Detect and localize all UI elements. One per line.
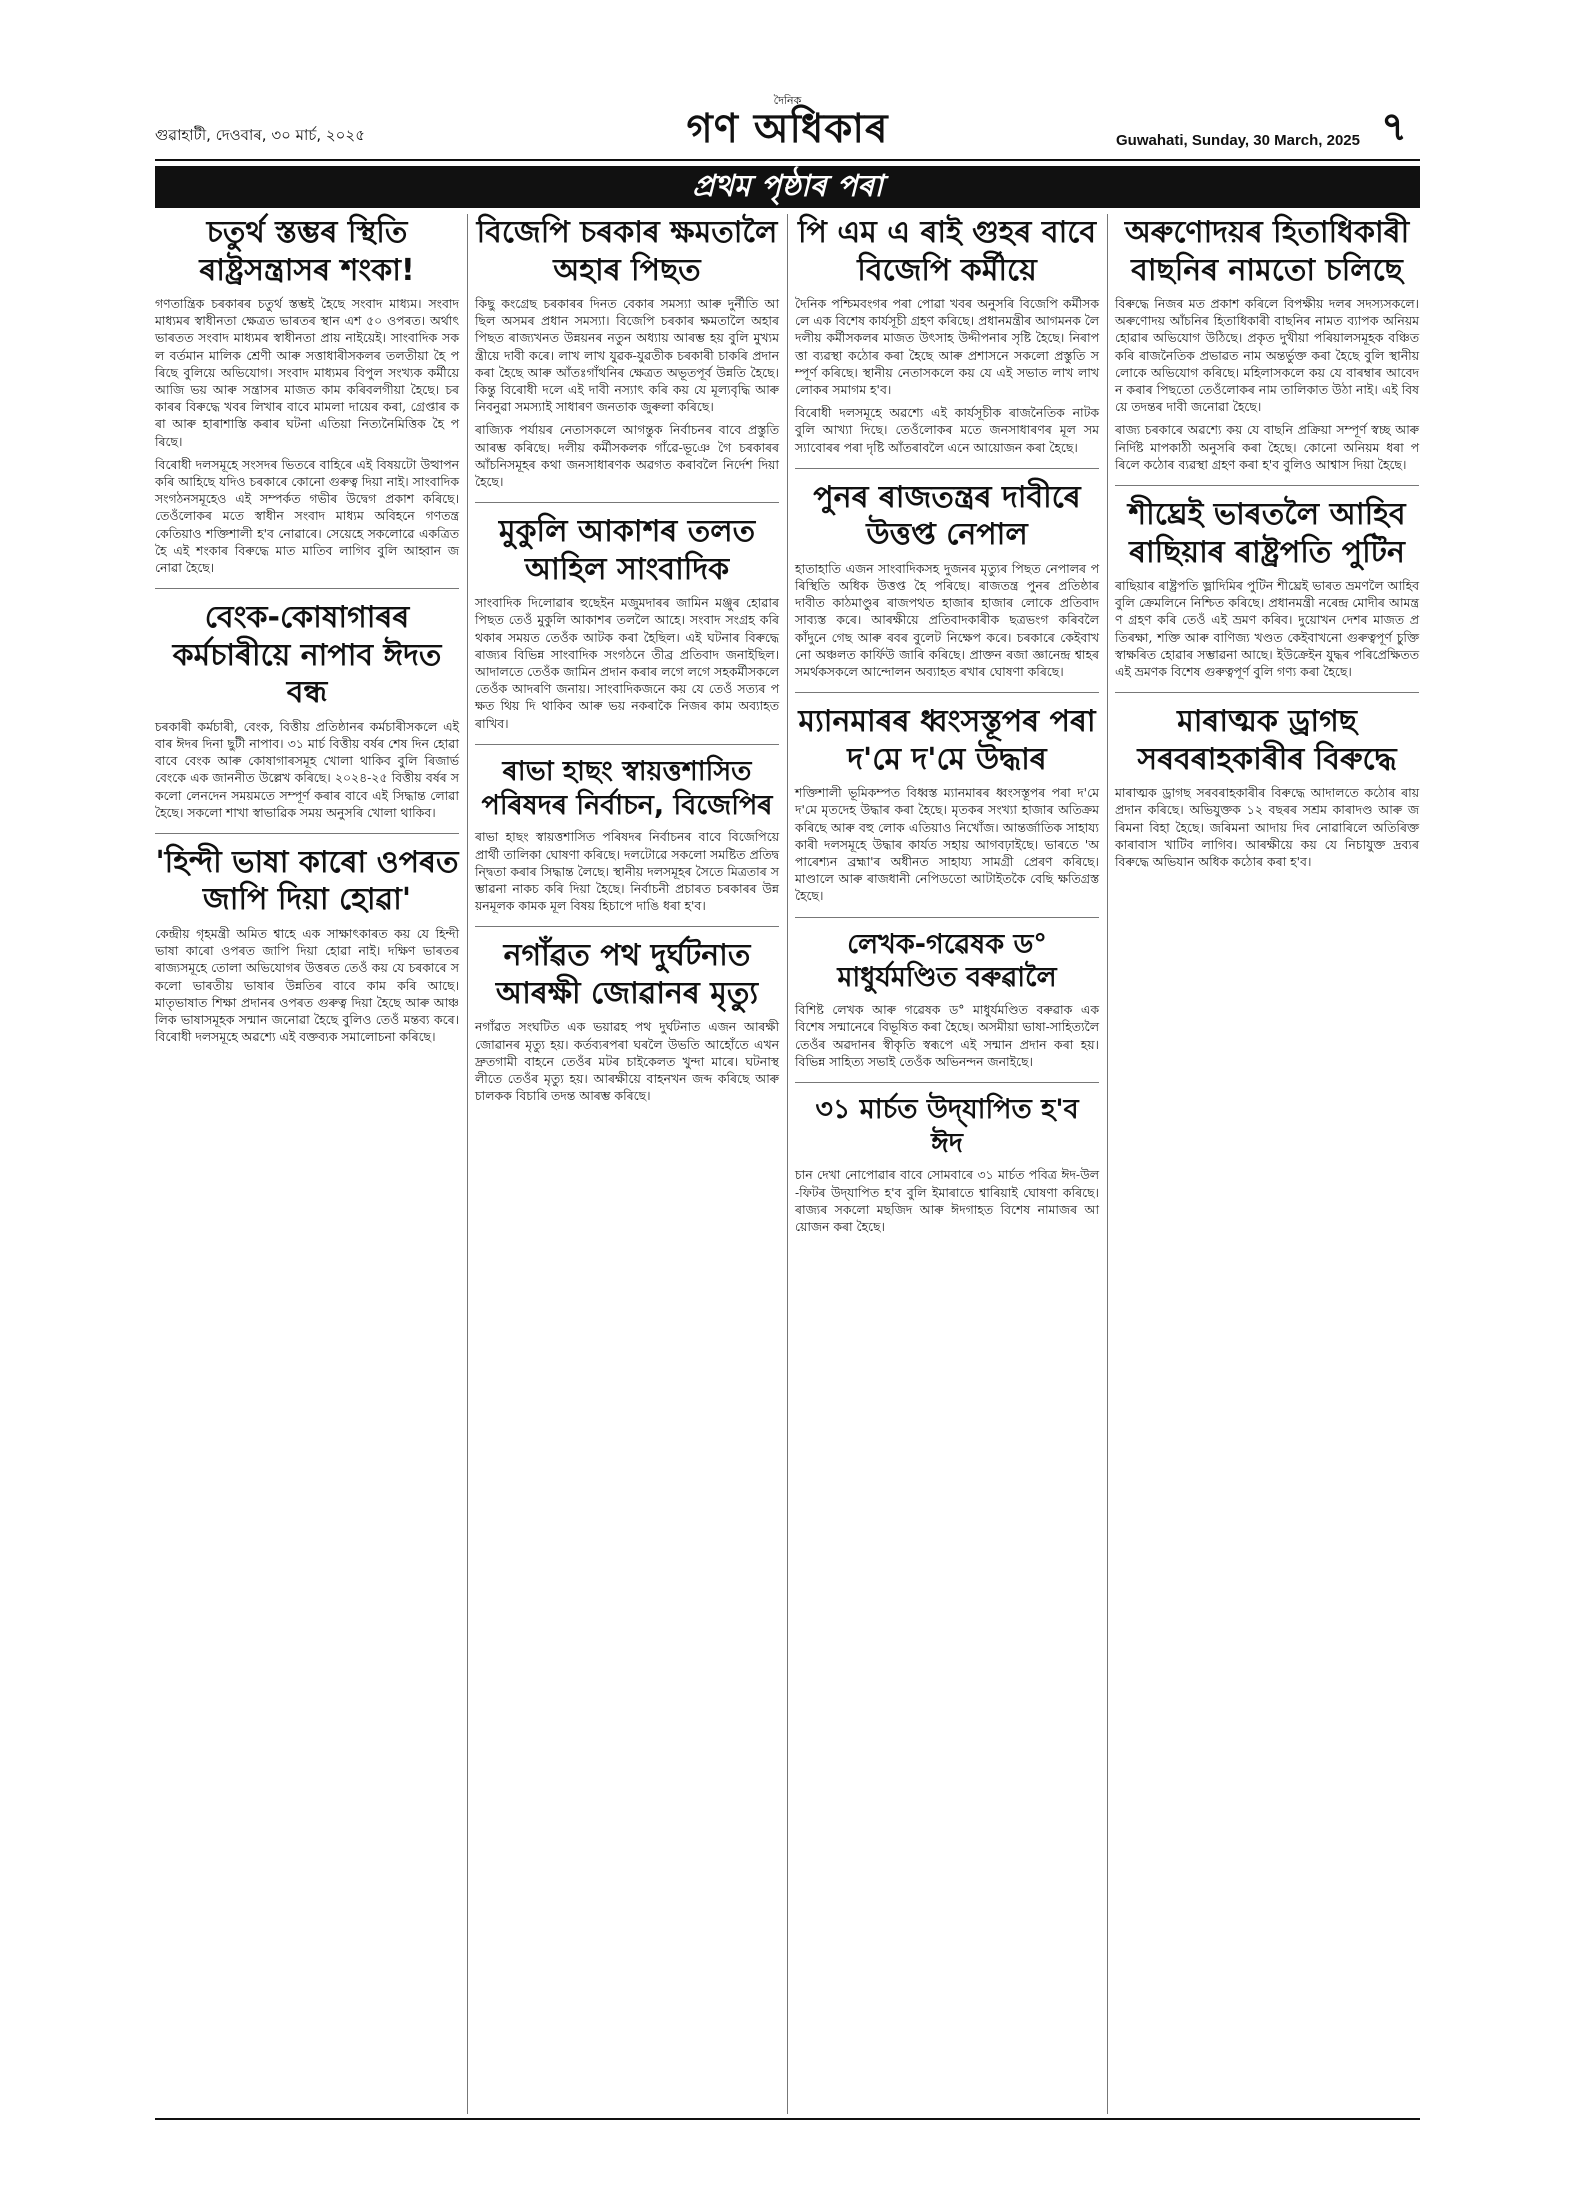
article-body: চৰকাৰী কৰ্মচাৰী, বেংক, বিত্তীয় প্ৰতিষ্ঠানৰ কৰ্মচাৰীসকলে এইবাৰ ঈদৰ দিনা ছুটী নাপাব। ৩১ মাৰ্চ বিত্তীয় বৰ্ষৰ শেষ দিন হোৱা বাবে বেংক আৰু কোষাগাৰসমূহ খোলা থাকিব বুলি ৰিজাৰ্ভ বেংকে এক জাননীত উল্লেখ কৰিছে। ২০২৪-২৫ বিত্তীয় বৰ্ষৰ সকলো লেনদেন সময়মতে সম্পূৰ্ণ কৰাৰ বাবে এই সিদ্ধান্ত লোৱা হৈছে। সকলো শাখা স্বাভাৱিক সময় অনুসৰি খোলা থাকিব। [155, 718, 459, 820]
article-body: বিশিষ্ট লেখক আৰু গৱেষক ড° মাধুৰ্যমণ্ডিত বৰুৱাক এক বিশেষ সন্মানেৰে বিভূষিত কৰা হৈছে। অসমীয়া ভাষা-সাহিত্যলৈ তেওঁৰ অৱদানৰ স্বীকৃতি স্বৰূপে এই সন্মান প্ৰদান কৰা হয়। বিভিন্ন সাহিত্য সভাই তেওঁক অভিনন্দন জনাইছে। [795, 1002, 1099, 1069]
article-divider [1115, 485, 1419, 486]
article-body: হাতাহাতি এজন সাংবাদিকসহ দুজনৰ মৃত্যুৰ পিছত নেপালৰ পৰিস্থিতি অধিক উত্তপ্ত হৈ পৰিছে। ৰাজতন্ত্ৰ পুনৰ প্ৰতিষ্ঠাৰ দাবীত কাঠমাণ্ডুৰ ৰাজপথত হাজাৰ হাজাৰ লোকে প্ৰতিবাদ সাব্যস্ত কৰে। আৰক্ষীয়ে প্ৰতিবাদকাৰীক ছত্ৰভংগ কৰিবলৈ কাঁদুনে গেছ আৰু ৰবৰ বুলেট নিক্ষেপ কৰে। চৰকাৰে কেইবাখনো অঞ্চলত কাৰ্ফিউ জাৰি কৰিছে। প্ৰাক্তন ৰজা জ্ঞানেন্দ্ৰ শ্বাহৰ সমৰ্থকসকলে আন্দোলন অব্যাহত ৰখাৰ ঘোষণা কৰিছে। [795, 560, 1099, 680]
article-headline: পুনৰ ৰাজতন্ত্ৰৰ দাবীৰে উত্তপ্ত নেপাল [813, 479, 1081, 553]
column-divider [1107, 214, 1108, 2114]
logo-tagline: দৈনিক [773, 94, 802, 107]
masthead-date-english: Guwahati, Sunday, 30 March, 2025 [1116, 132, 1360, 149]
article-body: কেন্দ্ৰীয় গৃহমন্ত্ৰী অমিত শ্বাহে এক সাক্ষাৎকাৰত কয় যে হিন্দী ভাষা কাৰো ওপৰত জাপি দিয়া হোৱা নাই। দক্ষিণ ভাৰতৰ ৰাজ্যসমূহে তোলা অভিযোগৰ উত্তৰত তেওঁ কয় যে চৰকাৰে সকলো ভাৰতীয় ভাষাৰ উন্নতিৰ বাবে কাম কৰি আছে। মাতৃভাষাত শিক্ষা প্ৰদানৰ ওপৰত গুৰুত্ব দিয়া হৈছে আৰু আঞ্চলিক ভাষাসমূহক সন্মান জনোৱা হৈছে বুলিও তেওঁ মন্তব্য কৰে। বিৰোধী দলসমূহে অৱশ্যে এই বক্তব্যক সমালোচনা কৰিছে। [155, 925, 459, 1045]
column-2 [475, 214, 779, 1104]
article-headline: বিজেপি চৰকাৰ ক্ষমতালৈ অহাৰ পিছত [476, 215, 778, 288]
column-1 [155, 214, 459, 1045]
page-number: ৭ [1380, 104, 1407, 150]
article-headline: ৰাভা হাছং স্বায়ত্তশাসিত পৰিষদৰ নিৰ্বাচন, বিজেপিৰ [481, 755, 773, 821]
masthead-rule [155, 159, 1420, 161]
article-body: শক্তিশালী ভূমিকম্পত বিধ্বস্ত ম্যানমাৰৰ ধ্বংসস্তূপৰ পৰা দ'মে দ'মে মৃতদেহ উদ্ধাৰ কৰা হৈছে। মৃতকৰ সংখ্যা হাজাৰ অতিক্ৰম কৰিছে আৰু বহু লোক এতিয়াও নিখোঁজ। আন্তৰ্জাতিক সাহায্যকাৰী দলসমূহে উদ্ধাৰ কাৰ্যত সহায় আগবঢ়াইছে। ভাৰতে 'অপাৰেশ্যন ব্ৰহ্মা'ৰ অধীনত সাহায্য সামগ্ৰী প্ৰেৰণ কৰিছে। মাণ্ডালে আৰু ৰাজধানী নেপিডতো আটাইতকৈ বেছি ক্ষতিগ্ৰস্ত হৈছে। [795, 785, 1099, 904]
article-headline: চতুৰ্থ স্তম্ভৰ স্থিতি ৰাষ্ট্ৰসন্ত্ৰাসৰ শংকা! [199, 215, 415, 288]
article-body: মাৰাত্মক ড্ৰাগছ সৰবৰাহকাৰীৰ বিৰুদ্ধে আদালতে কঠোৰ ৰায় প্ৰদান কৰিছে। অভিযুক্তক ১২ বছৰৰ সশ্ৰম কাৰাদণ্ড আৰু জৰিমনা বিহা হৈছে। জৰিমনা আদায় দিব নোৱাৰিলে অতিৰিক্ত কাৰাবাস খাটিব লাগিব। আৰক্ষীয়ে কয় যে নিচাযুক্ত দ্ৰব্যৰ বিৰুদ্ধে অভিযান অধিক কঠোৰ কৰা হ'ব। [1115, 785, 1419, 870]
article-body: সাংবাদিক দিলোৱাৰ হুছেইন মজুমদাৰৰ জামিন মঞ্জুৰ হোৱাৰ পিছত তেওঁ মুকুলি আকাশৰ তললৈ আহে। সংবাদ সংগ্ৰহ কৰি থকাৰ সময়ত তেওঁক আটক কৰা হৈছিল। এই ঘটনাৰ বিৰুদ্ধে ৰাজ্যৰ বিভিন্ন সাংবাদিক সংগঠনে তীব্ৰ প্ৰতিবাদ জনাইছিল। আদালতে তেওঁক জামিন প্ৰদান কৰাৰ লগে লগে সহকৰ্মীসকলে তেওঁক আদৰণি জনায়। সাংবাদিকজনে কয় যে তেওঁ সত্যৰ পক্ষত থিয় দি থাকিব আৰু ভয় নকৰাকৈ নিজৰ কাম অব্যাহত ৰাখিব। [475, 595, 779, 731]
article-divider [475, 502, 779, 503]
article-divider [795, 468, 1099, 469]
section-band [155, 166, 1420, 208]
article-body: বিৰোধী দলসমূহে অৱশ্যে এই কাৰ্যসূচীক ৰাজনৈতিক নাটক বুলি আখ্যা দিছে। তেওঁলোকৰ মতে জনসাধাৰণৰ মূল সমস্যাবোৰৰ পৰা দৃষ্টি আঁতৰাবলৈ এনে আয়োজন কৰা হৈছে। [795, 405, 1099, 455]
article-divider [475, 926, 779, 927]
article-headline: বেংক-কোষাগাৰৰ কৰ্মচাৰীয়ে নাপাব ঈদত বন্ধ [172, 600, 442, 711]
section-title: প্ৰথম পৃষ্ঠাৰ পৰা [692, 169, 883, 204]
masthead [155, 95, 1420, 157]
article-headline: ম্যানমাৰৰ ধ্বংসস্তূপৰ পৰা দ'মে দ'মে উদ্ধাৰ [798, 704, 1096, 777]
article-divider [795, 692, 1099, 693]
article-body: ৰাজ্যিক পৰ্যায়ৰ নেতাসকলে আগন্তুক নিৰ্বাচনৰ বাবে প্ৰস্তুতি আৰম্ভ কৰিছে। দলীয় কৰ্মীসকলক গাঁৱে-ভূঞে গৈ চৰকাৰৰ আঁচনিসমূহৰ কথা জনসাধাৰণক অৱগত কৰাবলৈ নিৰ্দেশ দিয়া হৈছে। [475, 422, 779, 490]
article-body: দৈনিক পশ্চিমবংগৰ পৰা পোৱা খবৰ অনুসৰি বিজেপি কৰ্মীসকলে এক বিশেষ কাৰ্যসূচী গ্ৰহণ কৰিছে। প্ৰধানমন্ত্ৰীৰ আগমনক লৈ দলীয় কৰ্মীসকলৰ মাজত উৎসাহ উদ্দীপনাৰ সৃষ্টি হৈছে। নিৰাপত্তা ব্যৱস্থা কঠোৰ কৰা হৈছে আৰু প্ৰশাসনে সকলো প্ৰস্তুতি সম্পূৰ্ণ কৰিছে। স্থানীয় নেতাসকলে কয় যে এই সভাত লাখ লাখ লোকৰ সমাগম হ'ব। [795, 296, 1099, 398]
article-headline: 'হিন্দী ভাষা কাৰো ওপৰত জাপি দিয়া হোৱা' [155, 844, 459, 918]
article-body: ৰাভা হাছং স্বায়ত্তশাসিত পৰিষদৰ নিৰ্বাচনৰ বাবে বিজেপিয়ে প্ৰাৰ্থী তালিকা ঘোষণা কৰিছে। দলটোৱে সকলো সমষ্টিত প্ৰতিদ্বন্দ্বিতা কৰাৰ সিদ্ধান্ত লৈছে। স্থানীয় দলসমূহৰ সৈতে মিত্ৰতাৰ সম্ভাৱনা নাকচ কৰি দিয়া হৈছে। নিৰ্বাচনী প্ৰচাৰত চৰকাৰৰ উন্নয়নমূলক কামক মূল বিষয় হিচাপে দাঙি ধৰা হ'ব। [475, 829, 779, 914]
article-body: নগাঁৱত সংঘটিত এক ভয়াৱহ পথ দুৰ্ঘটনাত এজন আৰক্ষী জোৱানৰ মৃত্যু হয়। কৰ্তব্যৰপৰা ঘৰলৈ উভতি আহোঁতে এখন দ্ৰুতগামী বাহনে তেওঁৰ মটৰ চাইকেলত খুন্দা মাৰে। ঘটনাস্থলীতে তেওঁৰ মৃত্যু হয়। আৰক্ষীয়ে বাহনখন জব্দ কৰিছে আৰু চালকক বিচাৰি তদন্ত আৰম্ভ কৰিছে। [475, 1019, 779, 1104]
article-body: চান দেখা নোপোৱাৰ বাবে সোমবাৰে ৩১ মাৰ্চত পবিত্ৰ ঈদ-উল-ফিটৰ উদ্‌যাপিত হ'ব বুলি ইমাৰাতে শ্বাৰিয়াই ঘোষণা কৰিছে। ৰাজ্যৰ সকলো মছজিদ আৰু ঈদগাহত বিশেষ নামাজৰ আয়োজন কৰা হৈছে। [795, 1167, 1099, 1235]
column-4 [1115, 214, 1419, 870]
article-body: কিছু কংগ্ৰেছ চৰকাৰৰ দিনত বেকাৰ সমস্যা আৰু দুৰ্নীতি আছিল অসমৰ প্ৰধান সমস্যা। বিজেপি চৰকাৰ ক্ষমতালৈ অহাৰ পিছত ৰাজ্যখনত উন্নয়নৰ নতুন অধ্যায় আৰম্ভ হয় বুলি মুখ্যমন্ত্ৰীয়ে দাবী কৰে। লাখ লাখ যুৱক-যুৱতীক চৰকাৰী চাকৰি প্ৰদান কৰা হৈছে আৰু আঁতঃগাঁথনিৰ ক্ষেত্ৰত অভূতপূৰ্ব উন্নতি হৈছে। কিন্তু বিৰোধী দলে এই দাবী নস্যাৎ কৰি কয় যে মূল্যবৃদ্ধি আৰু নিবনুৱা সমস্যাই সাধাৰণ জনতাক জুৰুলা কৰিছে। [475, 296, 779, 415]
article-divider [795, 917, 1099, 918]
article-body: ৰাজ্য চৰকাৰে অৱশ্যে কয় যে বাছনি প্ৰক্ৰিয়া সম্পূৰ্ণ স্বচ্ছ আৰু নিৰ্দিষ্ট মাপকাঠী অনুসৰি কৰা হৈছে। কোনো অনিয়ম ধৰা পৰিলে কঠোৰ ব্যৱস্থা গ্ৰহণ কৰা হ'ব বুলিও আশ্বাস দিয়া হৈছে। [1115, 422, 1419, 472]
article-body: গণতান্ত্ৰিক চৰকাৰৰ চতুৰ্থ স্তম্ভই হৈছে সংবাদ মাধ্যম। সংবাদ মাধ্যমৰ স্বাধীনতা ক্ষেত্ৰত ভাৰতৰ স্থান এশ ৫০ ওপৰত। অৰ্থাৎ ভাৰতত সংবাদ মাধ্যমৰ স্বাধীনতা প্ৰায় নাইয়েই। সাংবাদিক সকল বৰ্তমান মালিক শ্ৰেণী আৰু সত্তাধাৰীসকলৰ তলতীয়া হৈ পৰিছে বুলিয়ে অভিযোগ। সংবাদ মাধ্যমৰ বিপুল সংখ্যক কৰ্মীয়ে আজি ভয় আৰু সন্ত্ৰাসৰ মাজত কাম কৰিবলগীয়া হৈছে। চৰকাৰৰ বিৰুদ্ধে খবৰ লিখাৰ বাবে মামলা দায়েৰ কৰা, গ্ৰেপ্তাৰ কৰা আৰু হাৰাশাস্তি কৰাৰ ঘটনা এতিয়া নিত্যনৈমিত্তিক হৈ পৰিছে। [155, 296, 459, 449]
article-divider [155, 833, 459, 834]
article-headline: ৩১ মাৰ্চত উদ্‌যাপিত হ'ব ঈদ [815, 1093, 1079, 1159]
article-headline: মুকুলি আকাশৰ তলত আহিল সাংবাদিক [498, 514, 756, 587]
masthead-date-assamese: গুৱাহাটী, দেওবাৰ, ৩০ মাৰ্চ, ২০২৫ [155, 126, 365, 144]
column-divider [787, 214, 788, 2114]
article-body: বিৰুদ্ধে নিজৰ মত প্ৰকাশ কৰিলে বিপক্ষীয় দলৰ সদস্যসকলে। অৰুণোদয় আঁচনিৰ হিতাধিকাৰী বাছনিৰ নামত ব্যাপক অনিয়ম হোৱাৰ অভিযোগ উঠিছে। প্ৰকৃত দুখীয়া পৰিয়ালসমূহক বঞ্চিত কৰি ৰাজনৈতিক প্ৰভাৱত নাম অন্তৰ্ভুক্ত কৰা হৈছে বুলি স্থানীয় লোকে অভিযোগ কৰিছে। মহিলাসকলে কয় যে বাৰম্বাৰ আবেদন কৰাৰ পিছতো তেওঁলোকৰ নাম তালিকাত উঠা নাই। এই বিষয়ে তদন্তৰ দাবী জনোৱা হৈছে। [1115, 296, 1419, 415]
article-headline: নগাঁৱত পথ দুৰ্ঘটনাত আৰক্ষী জোৱানৰ মৃত্যু [495, 938, 759, 1011]
article-divider [155, 588, 459, 589]
article-body: বিৰোধী দলসমূহে সংসদৰ ভিতৰে বাহিৰে এই বিষয়টো উত্থাপন কৰি আহিছে যদিও চৰকাৰে কোনো গুৰুত্ব দিয়া নাই। সাংবাদিক সংগঠনসমূহেও এই সম্পৰ্কত গভীৰ উদ্বেগ প্ৰকাশ কৰিছে। তেওঁলোকৰ মতে স্বাধীন সংবাদ মাধ্যম অবিহনে গণতন্ত্ৰ কেতিয়াও শক্তিশালী হ'ব নোৱাৰে। সেয়েহে সকলোৱে একত্ৰিত হৈ এই শংকাৰ বিৰুদ্ধে মাত মাতিব লাগিব বুলি আহ্বান জনোৱা হৈছে। [155, 456, 459, 576]
article-body: ৰাছিয়াৰ ৰাষ্ট্ৰপতি ভ্লাদিমিৰ পুটিন শীঘ্ৰেই ভাৰত ভ্ৰমণলৈ আহিব বুলি ক্ৰেমলিনে নিশ্চিত কৰিছে। প্ৰধানমন্ত্ৰী নৰেন্দ্ৰ মোদীৰ আমন্ত্ৰণ গ্ৰহণ কৰি তেওঁ এই ভ্ৰমণ কৰিব। দুয়োখন দেশৰ মাজত প্ৰতিৰক্ষা, শক্তি আৰু বাণিজ্য খণ্ডত কেইবাখনো গুৰুত্বপূৰ্ণ চুক্তি স্বাক্ষৰিত হোৱাৰ সম্ভাৱনা আছে। ইউক্ৰেইন যুদ্ধৰ পৰিপ্ৰেক্ষিতত এই ভ্ৰমণক বিশেষ গুৰুত্বপূৰ্ণ বুলি গণ্য কৰা হৈছে। [1115, 578, 1419, 680]
logo-title: গণ অধিকাৰ [686, 106, 889, 152]
column-divider [467, 214, 468, 2114]
article-headline: লেখক-গৱেষক ড° মাধুৰ্যমণ্ডিত বৰুৱালৈ [837, 928, 1057, 994]
article-headline: শীঘ্ৰেই ভাৰতলৈ আহিব ৰাছিয়াৰ ৰাষ্ট্ৰপতি পুটিন [1128, 497, 1406, 570]
article-divider [795, 1082, 1099, 1083]
footer-rule [155, 2118, 1420, 2120]
article-headline: পি এম এ ৰাই গুহৰ বাবে বিজেপি কৰ্মীয়ে [797, 215, 1097, 288]
article-headline: অৰুণোদয়ৰ হিতাধিকাৰী বাছনিৰ নামতো চলিছে [1124, 215, 1410, 288]
newspaper-logo [687, 95, 889, 151]
article-divider [475, 744, 779, 745]
column-3 [795, 214, 1099, 1235]
article-headline: মাৰাত্মক ড্ৰাগছ সৰবৰাহকাৰীৰ বিৰুদ্ধে [1137, 704, 1397, 777]
article-divider [1115, 692, 1419, 693]
